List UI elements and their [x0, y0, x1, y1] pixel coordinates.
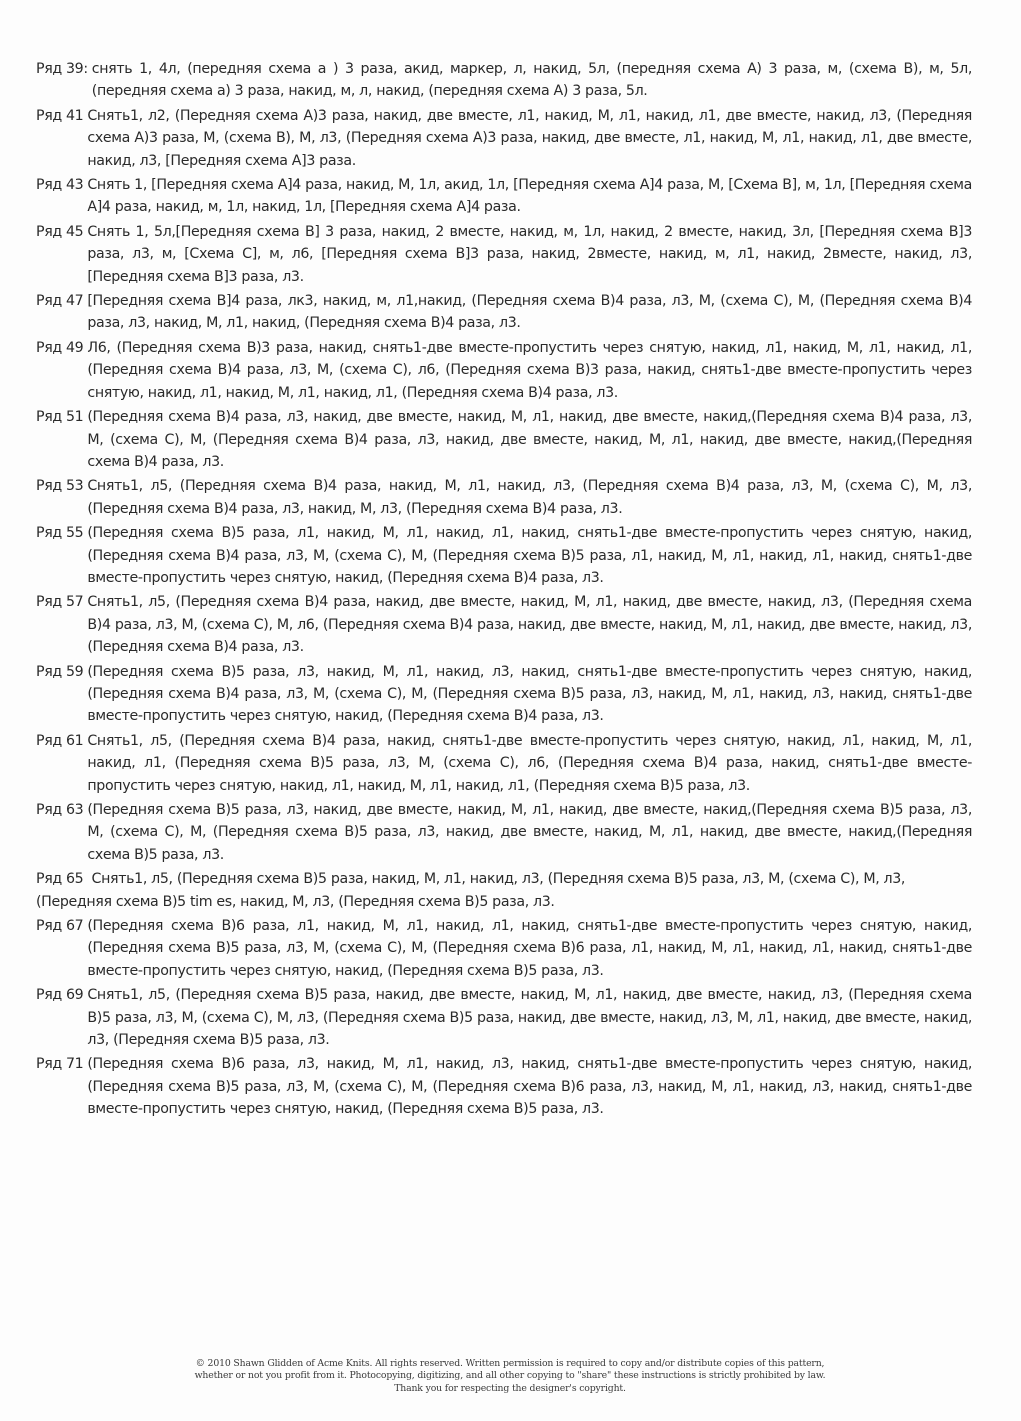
pattern-row-43: [36, 174, 972, 219]
row-label: Ряд 45: [36, 223, 84, 240]
copyright-footer: [30, 1358, 990, 1395]
pattern-row-53: [36, 475, 972, 520]
row-label: Ряд 71: [36, 1056, 84, 1073]
pattern-row-61: [36, 730, 972, 797]
pattern-row-45: [36, 221, 972, 288]
row-instructions: Снять1, л5, (Передняя схема В)4 раза, накид, снять1-две вместе-пропустить через снятую, накид, л1, накид, М, л1, накид, л1, (Передняя схема В)5 раза, л3, М, (схема С), л6, (Передняя схема В)4 раза, накид, снять1-две вместе-пропустить через снятую, накид, л1, накид, М, л1, накид, л1, (Передняя схема В)5 раза, л3.: [87, 732, 972, 794]
row-instructions: Снять1, л2, (Передняя схема А)3 раза, накид, две вместе, л1, накид, М, л1, накид, л1, две вместе, накид, л3, (Передняя схема А)3 раза, М, (схема В), М, л3, (Передняя схема А)3 раза, накид, две вместе, л1, накид, М, л1, накид, л1, две вместе, накид, л3, [Передняя схема А]3 раза.: [87, 107, 972, 169]
row-instructions: (Передняя схема В)5 раза, л3, накид, М, л1, накид, л3, накид, снять1-две вместе-пропустить через снятую, накид, (Передняя схема В)4 раза, л3, М, (схема С), М, (Передняя схема В)5 раза, л3, накид, М, л1, накид, л3, накид, снять1-две вместе-пропустить через снятую, накид, (Передняя схема В)4 раза, л3.: [87, 663, 972, 725]
row-label: Ряд 49: [36, 339, 84, 356]
pattern-row-39: [36, 58, 972, 103]
row-instructions: (Передняя схема В)4 раза, л3, накид, две вместе, накид, М, л1, накид, две вместе, накид,(Передняя схема В)4 раза, л3, М, (схема С), М, (Передняя схема В)4 раза, л3, накид, две вместе, накид, М, л1, накид, две вместе, накид,(Передняя схема В)4 раза, л3.: [87, 409, 972, 470]
pattern-row-67: [36, 915, 972, 982]
copyright-line: © 2010 Shawn Glidden of Acme Knits. All rights reserved. Written permission is required to copy and/or distribute copies of this pattern,: [195, 1358, 825, 1369]
pattern-row-71: [36, 1053, 972, 1120]
row-label: Ряд 67: [36, 918, 84, 935]
row-label: Ряд 39:: [36, 61, 88, 77]
pattern-rows: [36, 58, 972, 1123]
row-label: Ряд 63: [36, 802, 84, 818]
row-instructions: (Передняя схема В)5 раза, л1, накид, М, л1, накид, л1, накид, снять1-две вместе-пропустить через снятую, накид, (Передняя схема В)4 раза, л3, М, (схема С), М, (Передняя схема В)5 раза, л1, накид, М, л1, накид, л1, накид, снять1-две вместе-пропустить через снятую, накид, (Передняя схема В)4 раза, л3.: [87, 525, 972, 586]
row-instructions: снять 1, 4л, (передняя схема а ) 3 раза, акид, маркер, л, накид, 5л, (передняя схема А) 3 раза, м, (схема В), м, 5л, (передняя схема а) 3 раза, накид, м, л, накид, (передняя схема А) 3 раза, 5л.: [91, 61, 972, 100]
pattern-row-59: [36, 661, 972, 728]
row-label: Ряд 61: [36, 732, 84, 749]
pattern-row-47: [36, 290, 972, 335]
row-instructions: (Передняя схема В)6 раза, л3, накид, М, л1, накид, л3, накид, снять1-две вместе-пропустить через снятую, накид, (Передняя схема В)5 раза, л3, М, (схема С), М, (Передняя схема В)6 раза, л3, накид, М, л1, накид, л3, накид, снять1-две вместе-пропустить через снятую, накид, (Передняя схема В)5 раза, л3.: [87, 1056, 972, 1118]
row-instructions: Снять 1, [Передняя схема А]4 раза, накид, М, 1л, акид, 1л, [Передняя схема А]4 раза, М, [Схема В], м, 1л, [Передняя схема А]4 раза, накид, м, 1л, накид, 1л, [Передняя схема А]4 раза.: [87, 177, 972, 216]
row-label: Ряд 69: [36, 987, 84, 1004]
row-label: Ряд 59: [36, 663, 84, 680]
pattern-row-55: [36, 522, 972, 589]
pattern-row-63: [36, 799, 972, 866]
row-instructions: Снять1, л5, (Передняя схема В)5 раза, накид, две вместе, накид, М, л1, накид, две вместе, накид, л3, (Передняя схема В)5 раза, л3, М, (схема С), М, л3, (Передняя схема В)5 раза, накид, две вместе, накид, л3, М, л1, накид, две вместе, накид, л3, (Передняя схема В)5 раза, л3.: [87, 987, 972, 1049]
row-instructions: Снять1, л5, (Передняя схема В)4 раза, накид, две вместе, накид, М, л1, накид, две вместе, накид, л3, (Передняя схема В)4 раза, л3, М, (схема С), М, л6, (Передняя схема В)4 раза, накид, две вместе, накид, М, л1, накид, две вместе, накид, л3, (Передняя схема В)4 раза, л3.: [87, 594, 972, 656]
row-label: Ряд 47: [36, 293, 84, 310]
pattern-row-69: [36, 984, 972, 1051]
pattern-row-41: [36, 105, 972, 172]
row-label: Ряд 53: [36, 478, 84, 495]
copyright-line: whether or not you profit from it. Photocopying, digitizing, and all other copying to "share" these instructions is strictly prohibited by law.: [194, 1370, 826, 1382]
row-instructions: Снять 1, 5л,[Передняя схема В] 3 раза, накид, 2 вместе, накид, м, 1л, накид, 2 вместе, накид, 3л, [Передняя схема В]3 раза, л3, м, [Схема С], м, л6, [Передняя схема В]3 раза, накид, 2вместе, накид, м, л1, накид, 2вместе, накид, л3, [Передняя схема В]3 раза, л3.: [87, 223, 972, 285]
row-instructions: Снять1, л5, (Передняя схема В)5 раза, накид, М, л1, накид, л3, (Передняя схема В)5 раза, л3, М, (схема С), М, л3, (Передняя схема В)5 tim es, накид, М, л3, (Передняя схема В)5 раза, л3.: [36, 871, 906, 910]
row-instructions: (Передняя схема В)5 раза, л3, накид, две вместе, накид, М, л1, накид, две вместе, накид,(Передняя схема В)5 раза, л3, М, (схема С), М, (Передняя схема В)5 раза, л3, накид, две вместе, накид, М, л1, накид, две вместе, накид,(Передняя схема В)5 раза, л3.: [87, 802, 972, 863]
row-instructions: Снять1, л5, (Передняя схема В)4 раза, накид, М, л1, накид, л3, (Передняя схема В)4 раза, л3, М, (схема С), М, л3, (Передняя схема В)4 раза, л3, накид, М, л3, (Передняя схема В)4 раза, л3.: [87, 478, 972, 517]
row-label: Ряд 55: [36, 525, 84, 542]
pattern-row-49: [36, 337, 972, 404]
pattern-row-57: [36, 591, 972, 658]
row-instructions: Л6, (Передняя схема В)3 раза, накид, снять1-две вместе-пропустить через снятую, накид, л1, накид, М, л1, накид, л1, (Передняя схема В)4 раза, л3, М, (схема С), л6, (Передняя схема В)3 раза, накид, снять1-две вместе-пропустить через снятую, накид, л1, накид, М, л1, накид, л1, (Передняя схема В)4 раза, л3.: [87, 339, 972, 401]
row-label: Ряд 43: [36, 177, 84, 194]
row-label: Ряд 65: [36, 871, 84, 888]
copyright-thanks: Thank you for respecting the designer's copyright.: [394, 1382, 626, 1394]
row-label: Ряд 51: [36, 409, 84, 426]
row-label: Ряд 57: [36, 594, 84, 611]
row-label: Ряд 41: [36, 107, 84, 124]
pattern-row-51: [36, 406, 972, 473]
row-instructions: (Передняя схема В)6 раза, л1, накид, М, л1, накид, л1, накид, снять1-две вместе-пропустить через снятую, накид, (Передняя схема В)5 раза, л3, М, (схема С), М, (Передняя схема В)6 раза, л1, накид, М, л1, накид, л1, накид, снять1-две вместе-пропустить через снятую, накид, (Передняя схема В)5 раза, л3.: [87, 918, 972, 979]
row-instructions: [Передняя схема В]4 раза, лк3, накид, м, л1,накид, (Передняя схема В)4 раза, л3, М, (схема С), М, (Передняя схема В)4 раза, л3, накид, М, л1, накид, (Передняя схема В)4 раза, л3.: [87, 293, 972, 332]
pattern-row-65: [36, 868, 972, 913]
